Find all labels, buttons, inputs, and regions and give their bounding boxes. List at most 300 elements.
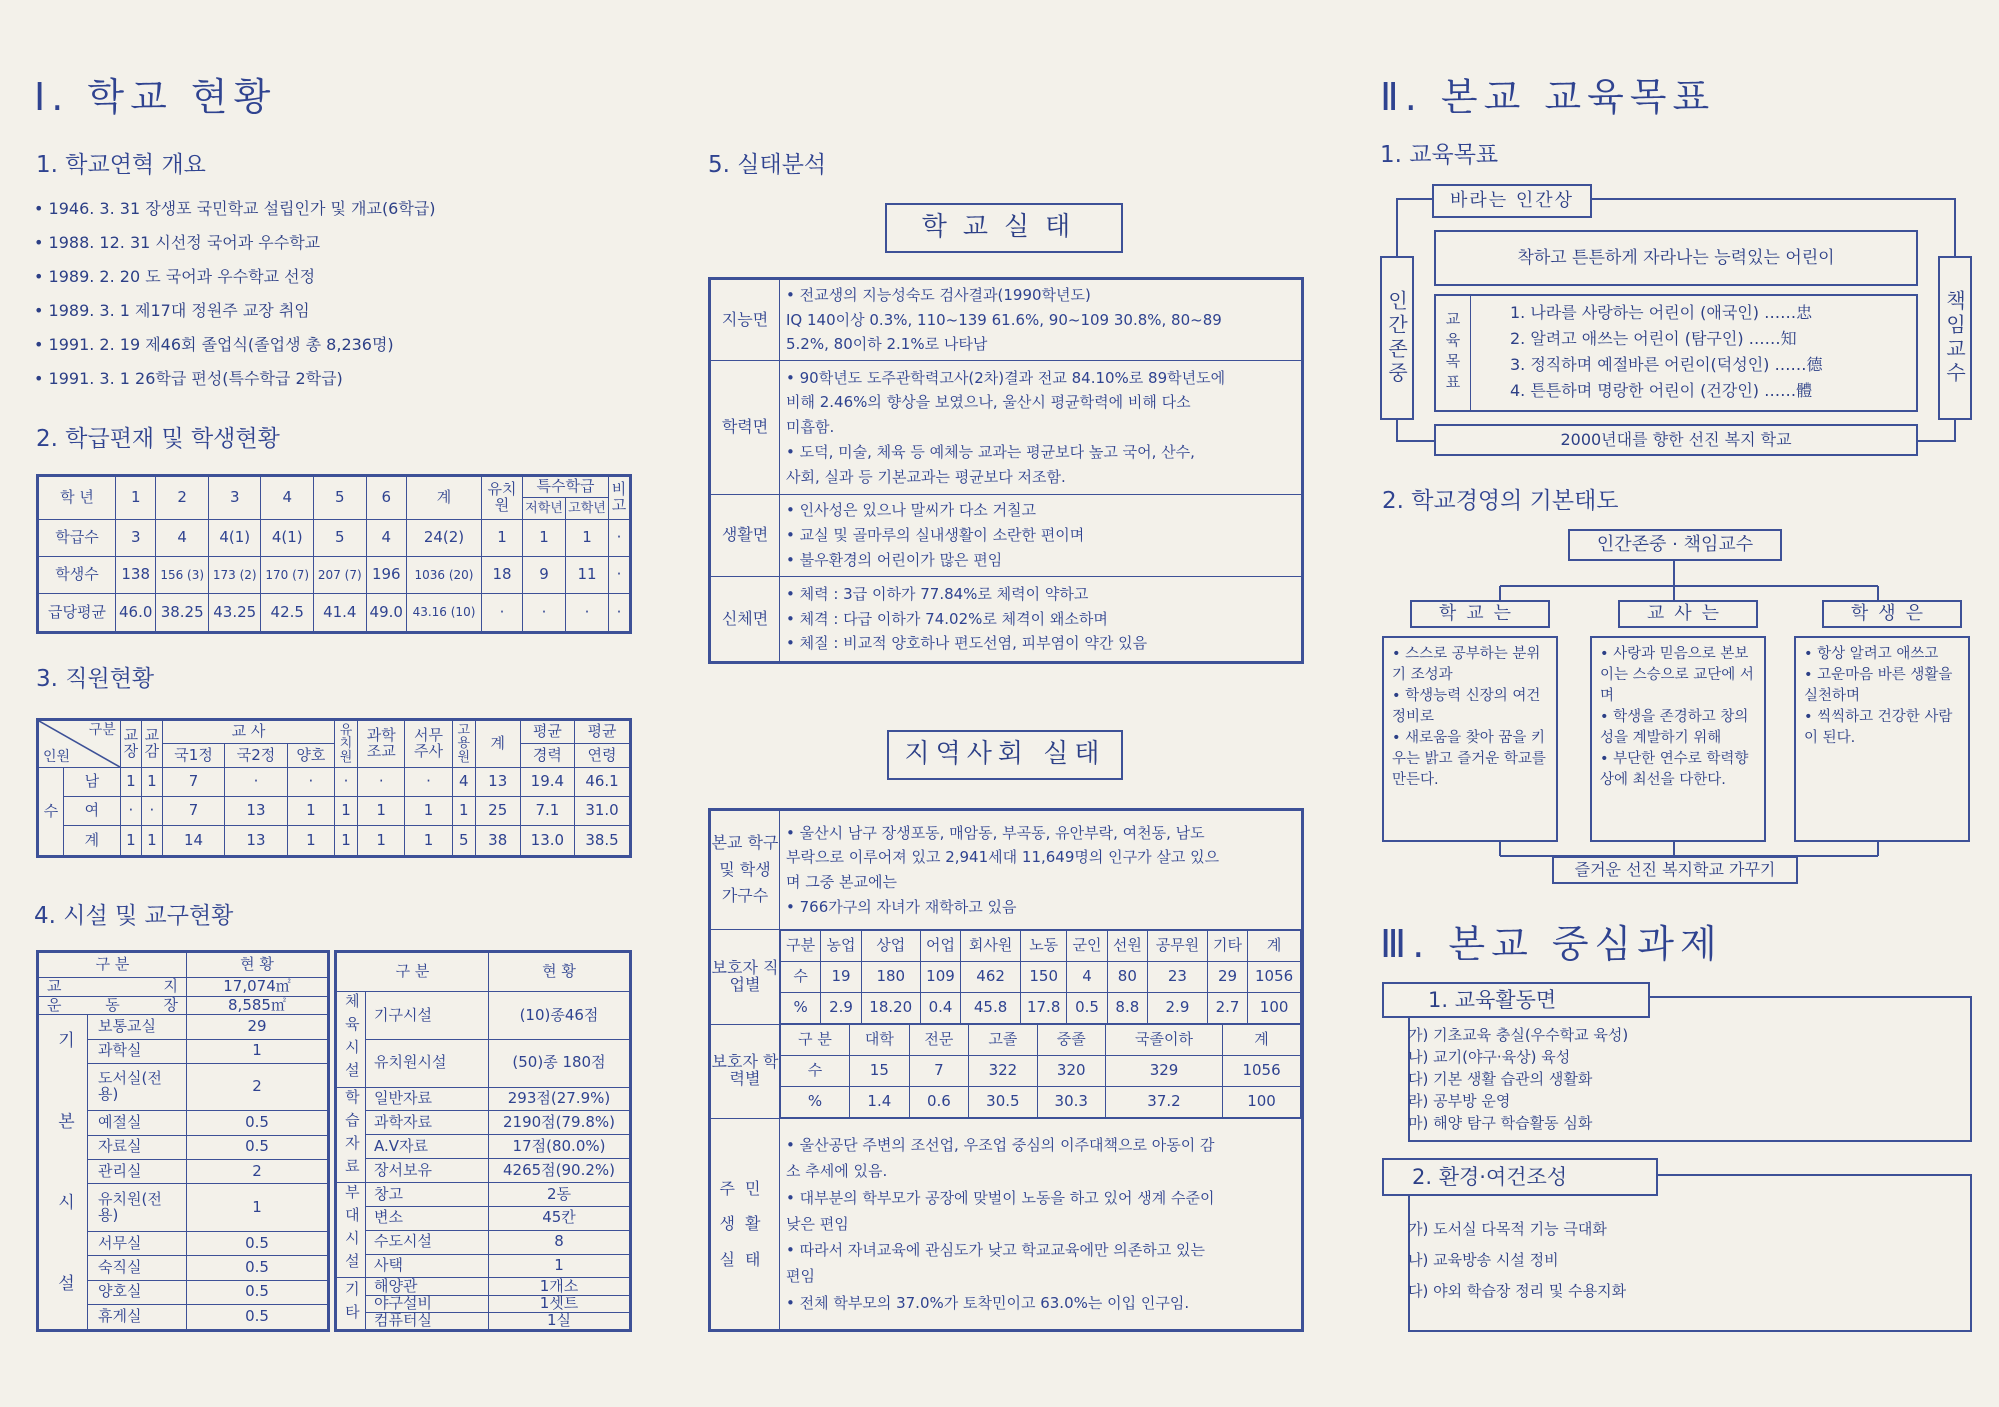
cell: · [609, 593, 631, 632]
cell: · [335, 768, 358, 797]
cell: 1 [405, 797, 452, 826]
th-gyogam: 교감 [141, 720, 162, 768]
grid-cell: 15 [850, 1056, 910, 1087]
history-item: • 1991. 3. 1 26학급 편성(특수학급 2학급) [34, 369, 343, 388]
grid-header: 어업 [920, 931, 960, 962]
fac-val: 0.5 [187, 1135, 329, 1159]
task2-head: 2. 환경·여건조성 [1382, 1158, 1658, 1196]
th: 현 황 [187, 952, 329, 978]
task1-list [1408, 1024, 1628, 1134]
fac-name: 숙직실 [88, 1256, 187, 1280]
analysis-text [780, 361, 1303, 495]
fac-name: 창고 [366, 1183, 489, 1207]
attitude-item: • 학생능력 신장의 여건 정비로 [1392, 688, 1541, 725]
cell: 207 (7) [314, 556, 367, 593]
th-employ: 고용원 [452, 720, 475, 768]
grid-cell: % [781, 993, 821, 1024]
cell: 18 [482, 556, 523, 593]
cell: 4 [156, 520, 209, 557]
grid-cell: 45.8 [961, 993, 1021, 1024]
analysis-text [780, 279, 1303, 361]
cell: 13 [475, 768, 520, 797]
history-item: • 1988. 12. 31 시선정 국어과 우수학교 [34, 233, 321, 252]
cell: 1 [141, 768, 162, 797]
cell: 9 [523, 556, 566, 593]
life-text [780, 1119, 1303, 1331]
analysis-line: • 교실 및 골마루의 실내생활이 소란한 편이며 [786, 526, 1085, 545]
goal-title: 1. 교육목표 [1380, 142, 1499, 168]
fac-val: 0.5 [187, 1304, 329, 1330]
fac-val: 8 [489, 1230, 631, 1254]
cell: 1 [287, 826, 334, 857]
task-item: 마) 해양 탐구 학습활동 심화 [1408, 1114, 1593, 1132]
grid-cell: 0.4 [920, 993, 960, 1024]
analysis-title: 5. 실태분석 [708, 152, 827, 178]
cell: 5 [314, 520, 367, 557]
task1-head: 1. 교육활동면 [1382, 982, 1650, 1018]
grid-header: 상업 [861, 931, 920, 962]
analysis-label: 학력면 [710, 361, 780, 495]
attitude-item: • 고운마음 바른 생활을 실천하며 [1804, 667, 1953, 704]
left-vertical-box [1380, 256, 1414, 420]
fac-val: 1 [187, 1184, 329, 1231]
life-line: 편임 [786, 1267, 815, 1286]
cell: · [405, 768, 452, 797]
house-label: 본교 학구및 학생 가구수 [710, 810, 780, 930]
grid-header: 농업 [821, 931, 861, 962]
fac-val: 1개소 [489, 1278, 631, 1295]
fac-name: 변소 [366, 1206, 489, 1230]
th: 6 [366, 476, 406, 520]
analysis-line: • 도덕, 미술, 체육 등 예체능 교과는 평균보다 높고 국어, 산수, [786, 442, 1195, 461]
cell: 43.16 (10) [406, 593, 481, 632]
cell: · [523, 593, 566, 632]
cell: 46.1 [575, 768, 631, 797]
fac-name: 보통교실 [88, 1015, 187, 1039]
cell: 11 [566, 556, 609, 593]
goals-vertical [1436, 296, 1471, 410]
grid-cell: % [781, 1087, 850, 1118]
cell: 1 [358, 826, 405, 857]
th-science [358, 720, 405, 768]
fac-val: 4265점(90.2%) [489, 1159, 631, 1183]
fac-name: 교 지 [38, 978, 187, 997]
th-office-2: 주사 [414, 742, 444, 760]
th: 1 [116, 476, 156, 520]
analysis-line: 5.2%, 80이하 2.1%로 나타남 [786, 335, 988, 354]
grid-cell: 2.9 [821, 993, 861, 1024]
attitude-col-body [1382, 636, 1558, 842]
class-table [36, 474, 632, 634]
basic-label [38, 1015, 88, 1331]
th-sub: 경력 [520, 744, 574, 768]
attitude-col-body [1590, 636, 1766, 842]
th-sub: 양호 [287, 744, 334, 768]
attitude-item: • 씩씩하고 건강한 사람이 된다. [1804, 709, 1953, 746]
task2-list [1408, 1214, 1626, 1307]
grid-cell: 462 [961, 962, 1021, 993]
analysis-label: 지능면 [710, 279, 780, 361]
th-sub: 연령 [575, 744, 631, 768]
grid-header: 노동 [1021, 931, 1067, 962]
cell: 156 (3) [156, 556, 209, 593]
goal-bottom-box: 2000년대를 향한 선진 복지 학교 [1434, 424, 1918, 456]
life-line: • 따라서 자녀교육에 관심도가 낮고 학교교육에만 의존하고 있는 [786, 1241, 1205, 1260]
cell: 49.0 [366, 593, 406, 632]
cell: 38.25 [156, 593, 209, 632]
cell: 173 (2) [208, 556, 261, 593]
analysis-line: • 체력 : 3급 이하가 77.84%로 체력이 약하고 [786, 584, 1089, 603]
grid-cell: 109 [920, 962, 960, 993]
job-table [780, 930, 1301, 1024]
cell: · [120, 797, 141, 826]
th: 현 황 [489, 952, 631, 992]
grid-cell: 30.3 [1037, 1087, 1105, 1118]
cell: 4(1) [208, 520, 261, 557]
fac-name: 해양관 [366, 1278, 489, 1295]
house-line: 며 그중 본교에는 [786, 873, 897, 891]
fac-name: A.V자료 [366, 1135, 489, 1159]
row-label: 남 [64, 768, 121, 797]
cell: 24(2) [406, 520, 481, 557]
cell: 1 [566, 520, 609, 557]
cell: 1 [482, 520, 523, 557]
cell: 1 [120, 768, 141, 797]
section1-title: Ⅰ. 학교 현황 [34, 75, 277, 119]
grid-header: 공무원 [1148, 931, 1208, 962]
fac-name: 야구설비 [366, 1295, 489, 1312]
grid-cell: 17.8 [1021, 993, 1067, 1024]
cell: 14 [162, 826, 224, 857]
fac-val: 2 [187, 1160, 329, 1184]
life-line: 소 추세에 있음. [786, 1162, 888, 1181]
grid-cell: 2.9 [1148, 993, 1208, 1024]
fac-name: 컴퓨터실 [366, 1312, 489, 1330]
th: 2 [156, 476, 209, 520]
fac-val: 1 [187, 1039, 329, 1063]
fac-name: 양호실 [88, 1280, 187, 1304]
fac-name: 유치원(전용) [88, 1184, 187, 1231]
th: 구 분 [38, 952, 187, 978]
history-item: • 1989. 2. 20 도 국어과 우수학교 선정 [34, 267, 316, 286]
th-grade: 학 년 [38, 476, 116, 520]
grid-cell: 4 [1067, 962, 1107, 993]
grid-cell: 150 [1021, 962, 1067, 993]
fac-val: 0.5 [187, 1256, 329, 1280]
diagonal-line [39, 721, 120, 767]
attitude-col-head: 학교는 [1410, 600, 1550, 628]
fac-name: 과학자료 [366, 1111, 489, 1135]
fac-name: 서무실 [88, 1231, 187, 1255]
attitude-title: 2. 학교경영의 기본태도 [1382, 488, 1619, 514]
cell: · [482, 593, 523, 632]
cell: 13 [225, 797, 287, 826]
edu-cell [780, 1024, 1303, 1119]
fac-val: 45칸 [489, 1206, 631, 1230]
left-vertical-text: 인간존중 [1384, 290, 1409, 386]
goal-item: 3. 정직하며 예절바른 어린이(덕성인) ……德 [1510, 355, 1823, 374]
life-line: • 대부분의 학부모가 공장에 맞벌이 노동을 하고 있어 생계 수준이 [786, 1188, 1215, 1207]
history-item: • 1989. 3. 1 제17대 정원주 교장 취임 [34, 301, 310, 320]
grid-cell: 29 [1207, 962, 1247, 993]
grid-header: 회사원 [961, 931, 1021, 962]
edu-label: 보호자 학력별 [710, 1024, 780, 1119]
grid-cell: 1056 [1248, 962, 1301, 993]
staff-corner [38, 720, 121, 768]
task-item: 가) 기초교육 충실(우수학교 육성) [1408, 1026, 1629, 1044]
cell: 13.0 [520, 826, 574, 857]
grid-header: 계 [1248, 931, 1301, 962]
basic-label-text: 기 본 시 설 [53, 1031, 74, 1314]
section2-title: Ⅱ. 본교 교육목표 [1380, 75, 1716, 119]
grid-cell: 23 [1148, 962, 1208, 993]
fac-val: 1 [489, 1254, 631, 1278]
analysis-label: 신체면 [710, 577, 780, 663]
grid-header: 고졸 [969, 1025, 1037, 1056]
group-label-text: 체육시설 [342, 993, 361, 1086]
fac-name: 유치원시설 [366, 1039, 489, 1087]
fac-val: 8,585㎡ [187, 996, 329, 1015]
th-gyojang: 교장 [120, 720, 141, 768]
th-office [405, 720, 452, 768]
history-item: • 1991. 2. 19 제46회 졸업식(졸업생 총 8,236명) [34, 335, 394, 354]
cell: 1 [141, 826, 162, 857]
cell: · [141, 797, 162, 826]
cell: 25 [475, 797, 520, 826]
cell: 46.0 [116, 593, 156, 632]
th-avg2: 평균 [575, 720, 631, 744]
analysis-line: 사회, 실과 등 기본교과는 평균보다 저조함. [786, 467, 1066, 486]
cell: 196 [366, 556, 406, 593]
grid-header: 국졸이하 [1105, 1025, 1222, 1056]
fac-name: 일반자료 [366, 1087, 489, 1111]
group-label [336, 992, 366, 1087]
grid-cell: 180 [861, 962, 920, 993]
edu-table [780, 1024, 1301, 1118]
ideal-text: 착하고 튼튼하게 자라나는 능력있는 어린이 [1434, 230, 1918, 286]
job-cell [780, 930, 1303, 1025]
classes-title: 2. 학급편재 및 학생현황 [36, 426, 280, 452]
row-label: 학급수 [38, 520, 116, 557]
fac-val: 0.5 [187, 1231, 329, 1255]
cell: 1 [452, 797, 475, 826]
school-analysis-table [708, 277, 1304, 664]
cell: · [609, 556, 631, 593]
community-box: 지역사회 실태 [887, 730, 1123, 780]
analysis-text [780, 495, 1303, 577]
grid-cell: 0.6 [909, 1087, 969, 1118]
fac-name: 장서보유 [366, 1159, 489, 1183]
task-item: 다) 기본 생활 습관의 생활화 [1408, 1070, 1593, 1088]
th: 5 [314, 476, 367, 520]
history-title: 1. 학교연혁 개요 [36, 152, 206, 178]
fac-val: (50)종 180점 [489, 1039, 631, 1087]
fac-name: 수도시설 [366, 1230, 489, 1254]
staff-table [36, 718, 632, 858]
fac-name: 운 동 장 [38, 996, 187, 1015]
attitude-item: • 학생을 존경하고 창의성을 계발하기 위해 [1600, 709, 1749, 746]
cell: · [225, 768, 287, 797]
th-yuchi: 유치원 [335, 720, 358, 768]
fac-name: 도서실(전용) [88, 1063, 187, 1110]
school-box: 학교실태 [885, 203, 1123, 253]
ideal-box: 바라는 인간상 [1432, 184, 1592, 218]
grid-cell: 18.20 [861, 993, 920, 1024]
th-sub: 국1정 [162, 744, 224, 768]
grid-header: 구분 [781, 931, 821, 962]
grid-header: 선원 [1107, 931, 1147, 962]
facilities-wrap [36, 950, 632, 1332]
house-line: • 울산시 남구 장생포동, 매암동, 부곡동, 유안부락, 여천동, 남도 [786, 823, 1205, 842]
fac-name: 과학실 [88, 1039, 187, 1063]
grid-cell: 37.2 [1105, 1087, 1222, 1118]
th: 유치원 [482, 476, 523, 520]
fac-val: 1실 [489, 1312, 631, 1330]
fac-val: 1셋트 [489, 1295, 631, 1312]
cell: 5 [452, 826, 475, 857]
cell: 170 (7) [261, 556, 314, 593]
th-gyosa: 교 사 [162, 720, 334, 744]
fac-name: 기구시설 [366, 992, 489, 1040]
staff-title: 3. 직원현황 [36, 666, 155, 692]
facilities-right-table [334, 950, 632, 1332]
grid-cell: 수 [781, 962, 821, 993]
cell: 4 [366, 520, 406, 557]
cell: 13 [225, 826, 287, 857]
fac-val: 29 [187, 1015, 329, 1039]
goal-item: 4. 튼튼하며 명랑한 어린이 (건강인) ……體 [1510, 381, 1813, 400]
attitude-item: • 부단한 연수로 학력향상에 최선을 다한다. [1600, 751, 1749, 788]
goal-item: 1. 나라를 사랑하는 어린이 (애국인) ……忠 [1510, 303, 1813, 322]
group-label-text: 학습자료 [342, 1088, 361, 1181]
right-vertical-text: 책임교수 [1942, 290, 1967, 386]
cell: 1 [335, 826, 358, 857]
analysis-line: • 90학년도 도주관학력고사(2차)결과 전교 84.10%로 89학년도에 [786, 368, 1226, 387]
right-vertical-box [1938, 256, 1972, 420]
fac-val: 2동 [489, 1183, 631, 1207]
attitude-item: • 항상 알려고 애쓰고 [1804, 646, 1939, 662]
th: 4 [261, 476, 314, 520]
grid-header: 중졸 [1037, 1025, 1105, 1056]
cell: 31.0 [575, 797, 631, 826]
cell: 43.25 [208, 593, 261, 632]
attitude-col-head: 교사는 [1618, 600, 1758, 628]
grid-cell: 0.5 [1067, 993, 1107, 1024]
grid-cell: 80 [1107, 962, 1147, 993]
analysis-label: 생활면 [710, 495, 780, 577]
life-line: • 울산공단 주변의 조선업, 우조업 중심의 이주대책으로 아동이 감 [786, 1136, 1215, 1155]
cell: 4 [452, 768, 475, 797]
attitude-item: • 스스로 공부하는 분위기 조성과 [1392, 646, 1541, 683]
th-sub: 고학년 [566, 498, 609, 520]
th-science-1: 과학 [366, 726, 396, 745]
corner-top: 구분 [88, 722, 116, 738]
grid-header: 전문 [909, 1025, 969, 1056]
group-label [336, 1087, 366, 1182]
facilities-left-table [36, 950, 330, 1332]
task-item: 라) 공부방 운영 [1408, 1092, 1511, 1110]
analysis-line: 미흡함. [786, 418, 835, 437]
fac-val: 2 [187, 1063, 329, 1110]
th-office-1: 서무 [414, 726, 444, 745]
fac-val: 0.5 [187, 1280, 329, 1304]
analysis-line: 비해 2.46%의 향상을 보였으나, 울산시 평균학력에 비해 다소 [786, 393, 1191, 412]
grid-cell: 1.4 [850, 1087, 910, 1118]
grid-cell: 320 [1037, 1056, 1105, 1087]
corner-bottom: 인원 [43, 749, 71, 766]
analysis-line: • 체격 : 다급 이하가 74.02%로 체격이 왜소하며 [786, 609, 1108, 628]
fac-name: 예절실 [88, 1111, 187, 1135]
grid-cell: 1056 [1223, 1056, 1301, 1087]
cell: 1 [358, 797, 405, 826]
analysis-line: • 불우환경의 어린이가 많은 편임 [786, 550, 1003, 569]
cell: 4(1) [261, 520, 314, 557]
grid-header: 기타 [1207, 931, 1247, 962]
life-line: • 전체 학부모의 37.0%가 토착민이고 63.0%는 이입 인구임. [786, 1293, 1190, 1312]
history-item: • 1946. 3. 31 장생포 국민학교 설립인가 및 개교(6학급) [34, 199, 436, 218]
cell: 1036 (20) [406, 556, 481, 593]
analysis-text [780, 577, 1303, 663]
task-item: 가) 도서실 다목적 기능 극대화 [1408, 1220, 1607, 1238]
analysis-line: IQ 140이상 0.3%, 110~139 61.6%, 90~109 30.8%, 80~89 [786, 310, 1222, 329]
cell: 1 [120, 826, 141, 857]
th-sub: 국2정 [225, 744, 287, 768]
goals-vertical-text: 교육목표 [1443, 311, 1462, 395]
cell: 1 [287, 797, 334, 826]
house-text [780, 810, 1303, 930]
fac-val: 293점(27.9%) [489, 1087, 631, 1111]
fac-val: 0.5 [187, 1111, 329, 1135]
grid-cell: 2.7 [1207, 993, 1247, 1024]
attitude-item: • 새로움을 찾아 꿈을 키우는 밝고 즐거운 학교를 만든다. [1392, 730, 1546, 788]
grid-cell: 8.8 [1107, 993, 1147, 1024]
life-label: 주민 생활 실태 [710, 1119, 780, 1331]
th-sub: 저학년 [523, 498, 566, 520]
task-item: 나) 교육방송 시설 정비 [1408, 1251, 1559, 1269]
grid-header: 군인 [1067, 931, 1107, 962]
life-line: 낮은 편임 [786, 1214, 849, 1233]
attitude-col-body [1794, 636, 1970, 842]
cell: 138 [116, 556, 156, 593]
cell: 7.1 [520, 797, 574, 826]
fac-val: 17점(80.0%) [489, 1135, 631, 1159]
fac-val: 17,074㎡ [187, 978, 329, 997]
grid-cell: 322 [969, 1056, 1037, 1087]
cell: 1 [405, 826, 452, 857]
th: 3 [208, 476, 261, 520]
staff-su: 수 [38, 768, 64, 857]
fac-name: 자료실 [88, 1135, 187, 1159]
cell: · [609, 520, 631, 557]
cell: 38.5 [575, 826, 631, 857]
house-line: 부락으로 이루어져 있고 2,941세대 11,649명의 인구가 살고 있으 [786, 848, 1220, 867]
grid-cell: 100 [1223, 1087, 1301, 1118]
th: 비고 [609, 476, 631, 520]
fac-val: (10)종46점 [489, 992, 631, 1040]
community-table [708, 808, 1304, 1332]
cell: · [358, 768, 405, 797]
cell: 38 [475, 826, 520, 857]
grid-cell: 수 [781, 1056, 850, 1087]
attitude-bottom-box: 즐거운 선진 복지학교 가꾸기 [1552, 856, 1798, 884]
row-label: 여 [64, 797, 121, 826]
attitude-item: • 사랑과 믿음으로 본보이는 스승으로 교단에 서며 [1600, 646, 1754, 704]
row-label: 학생수 [38, 556, 116, 593]
group-label [336, 1278, 366, 1331]
grid-cell: 30.5 [969, 1087, 1037, 1118]
fac-name: 관리실 [88, 1160, 187, 1184]
row-label: 급당평균 [38, 593, 116, 632]
